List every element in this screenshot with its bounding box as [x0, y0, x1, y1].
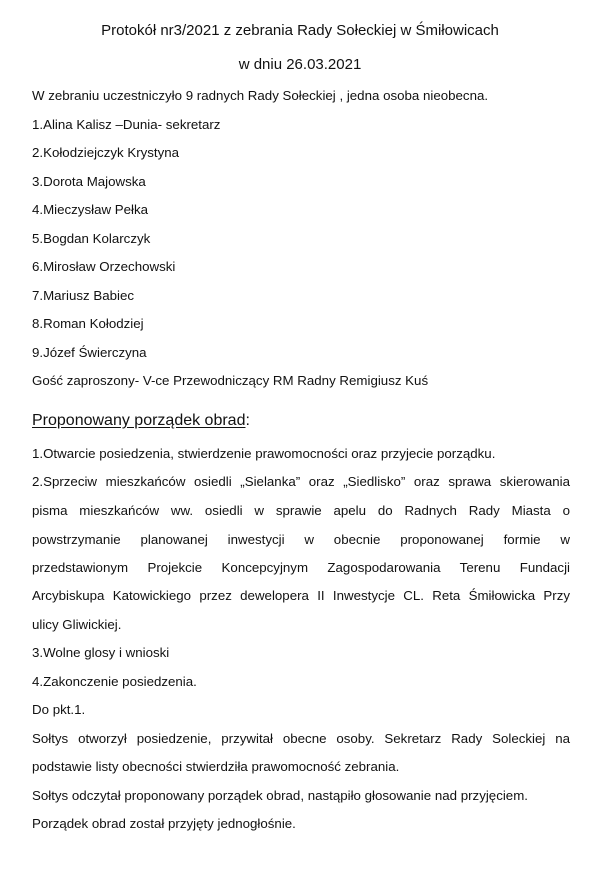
minutes-para-3: Porządek obrad został przyjęty jednogłośnie. — [32, 816, 296, 831]
point-label: Do pkt.1. — [32, 702, 86, 717]
agenda-item-4: 4.Zakonczenie posiedzenia. — [32, 674, 197, 689]
member-item: 7.Mariusz Babiec — [32, 288, 134, 303]
member-item: 8.Roman Kołodziej — [32, 316, 144, 331]
agenda-heading-text: Proponowany porządek obrad — [32, 412, 246, 429]
member-item: 4.Mieczysław Pełka — [32, 202, 149, 217]
agenda-heading-colon: : — [245, 412, 250, 429]
agenda-item-2-text: 2.Sprzeciw mieszkańców osiedli „Sielanka” oraz „Siedlisko” oraz sprawa skierowania — [32, 474, 570, 489]
agenda-item-2-line — [32, 588, 570, 603]
agenda-item-3: 3.Wolne glosy i wnioski — [32, 645, 170, 660]
member-item: 3.Dorota Majowska — [32, 174, 146, 189]
agenda-item-2-text: pisma mieszkańców ww. osiedli w sprawie apelu do Radnych Rady Miasta o — [32, 503, 570, 518]
agenda-item-2-line — [32, 532, 570, 547]
agenda-item-2-text: przedstawionym Projekcie Koncepcyjnym Zagospodarowania Terenu Fundacji — [32, 560, 570, 575]
member-item: 6.Mirosław Orzechowski — [32, 259, 176, 274]
attendance-intro: W zebraniu uczestniczyło 9 radnych Rady Sołeckiej , jedna osoba nieobecna. — [32, 88, 489, 103]
agenda-item-2-line — [32, 560, 570, 575]
minutes-para-2: Sołtys odczytał proponowany porządek obrad, nastąpiło głosowanie nad przyjęciem. — [32, 788, 528, 803]
agenda-heading — [32, 412, 250, 430]
member-item: 5.Bogdan Kolarczyk — [32, 231, 151, 246]
guest-line: Gość zaproszony- V-ce Przewodniczący RM Radny Remigiusz Kuś — [32, 373, 429, 388]
agenda-item-2-line — [32, 503, 570, 518]
minutes-para-1-text: Sołtys otworzył posiedzenie, przywitał obecne osoby. Sekretarz Rady Soleckiej na — [32, 731, 570, 746]
document-date: w dniu 26.03.2021 — [238, 56, 362, 73]
agenda-item-2-last-line: ulicy Gliwickiej. — [32, 617, 122, 632]
member-item: 1.Alina Kalisz –Dunia- sekretarz — [32, 117, 221, 132]
agenda-item-2-text: Arcybiskupa Katowickiego przez dewelopera II Inwestycje CL. Reta Śmiłowicka Przy — [32, 588, 570, 603]
document-title: Protokół nr3/2021 z zebrania Rady Sołeckiej w Śmiłowicach — [101, 22, 499, 39]
minutes-para-1-last-line: podstawie listy obecności stwierdziła prawomocność zebrania. — [32, 759, 400, 774]
minutes-para-1-line — [32, 731, 570, 746]
agenda-item-2-text: powstrzymanie planowanej inwestycji w obecnie proponowanej formie w — [32, 532, 570, 547]
member-item: 2.Kołodziejczyk Krystyna — [32, 145, 180, 160]
agenda-item-2-line — [32, 474, 570, 489]
agenda-item-1: 1.Otwarcie posiedzenia, stwierdzenie prawomocności oraz przyjecie porządku. — [32, 446, 496, 461]
member-item: 9.Józef Świerczyna — [32, 345, 147, 360]
